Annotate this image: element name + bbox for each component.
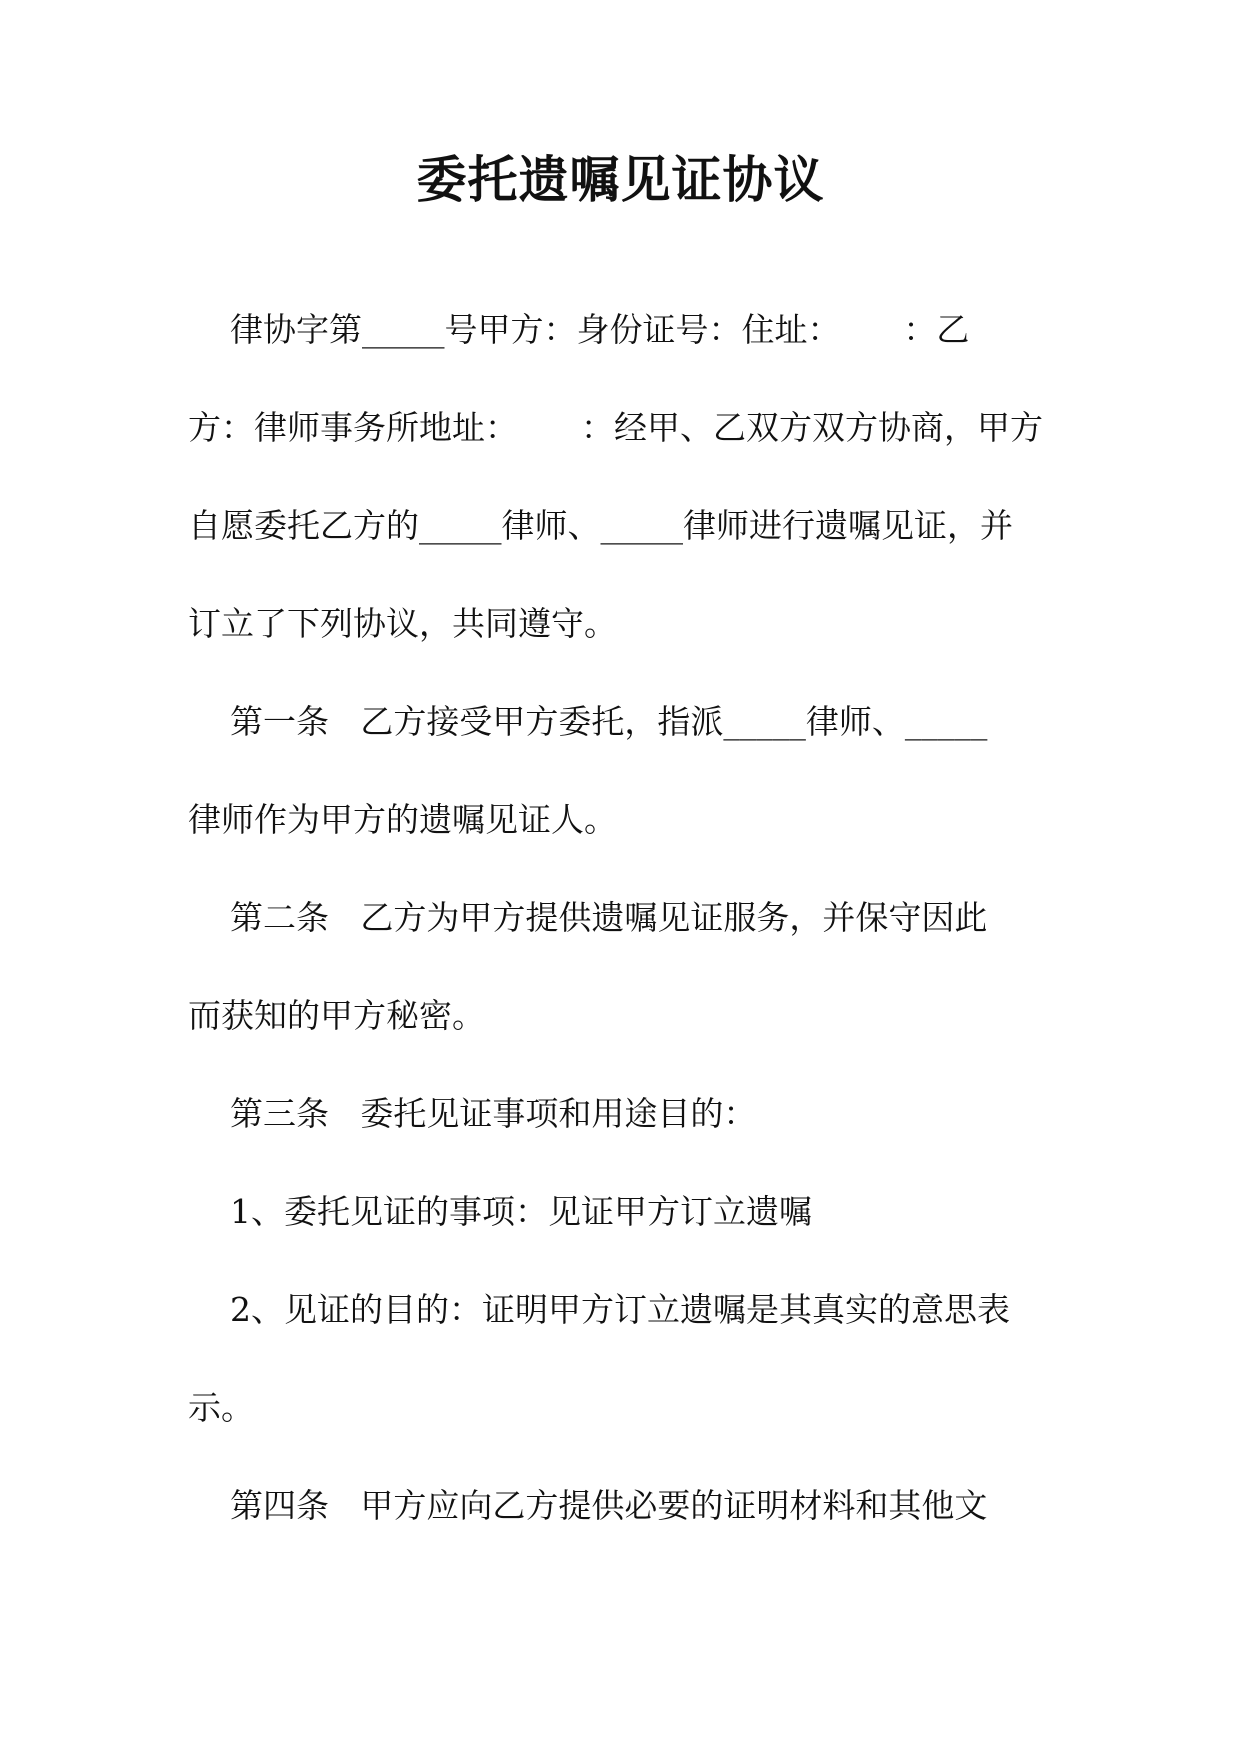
article-1-line: 律师作为甲方的遗嘱见证人。 xyxy=(188,800,617,839)
article-3-item-1: 1、委托见证的事项：见证甲方订立遗嘱 xyxy=(188,1192,812,1231)
article-3-item-2: 示。 xyxy=(188,1388,254,1427)
paragraph-line: 方：律师事务所地址： ：经甲、乙双方双方协商，甲方 xyxy=(188,408,1043,447)
article-4-line: 第四条 甲方应向乙方提供必要的证明材料和其他文 xyxy=(188,1486,988,1525)
article-2-line: 而获知的甲方秘密。 xyxy=(188,996,485,1035)
article-3-item-2: 2、见证的目的：证明甲方订立遗嘱是其真实的意思表 xyxy=(188,1290,1010,1329)
document-title: 委托遗嘱见证协议 xyxy=(416,150,825,209)
article-1-line: 第一条 乙方接受甲方委托，指派_____律师、_____ xyxy=(188,702,988,741)
article-2-line: 第二条 乙方为甲方提供遗嘱见证服务，并保守因此 xyxy=(188,898,988,937)
article-3-line: 第三条 委托见证事项和用途目的： xyxy=(188,1094,757,1133)
paragraph-line: 自愿委托乙方的_____律师、_____律师进行遗嘱见证，并 xyxy=(188,506,1013,545)
paragraph-line: 律协字第_____号甲方：身份证号：住址： ：乙 xyxy=(188,310,970,349)
paragraph-line: 订立了下列协议，共同遵守。 xyxy=(188,604,617,643)
